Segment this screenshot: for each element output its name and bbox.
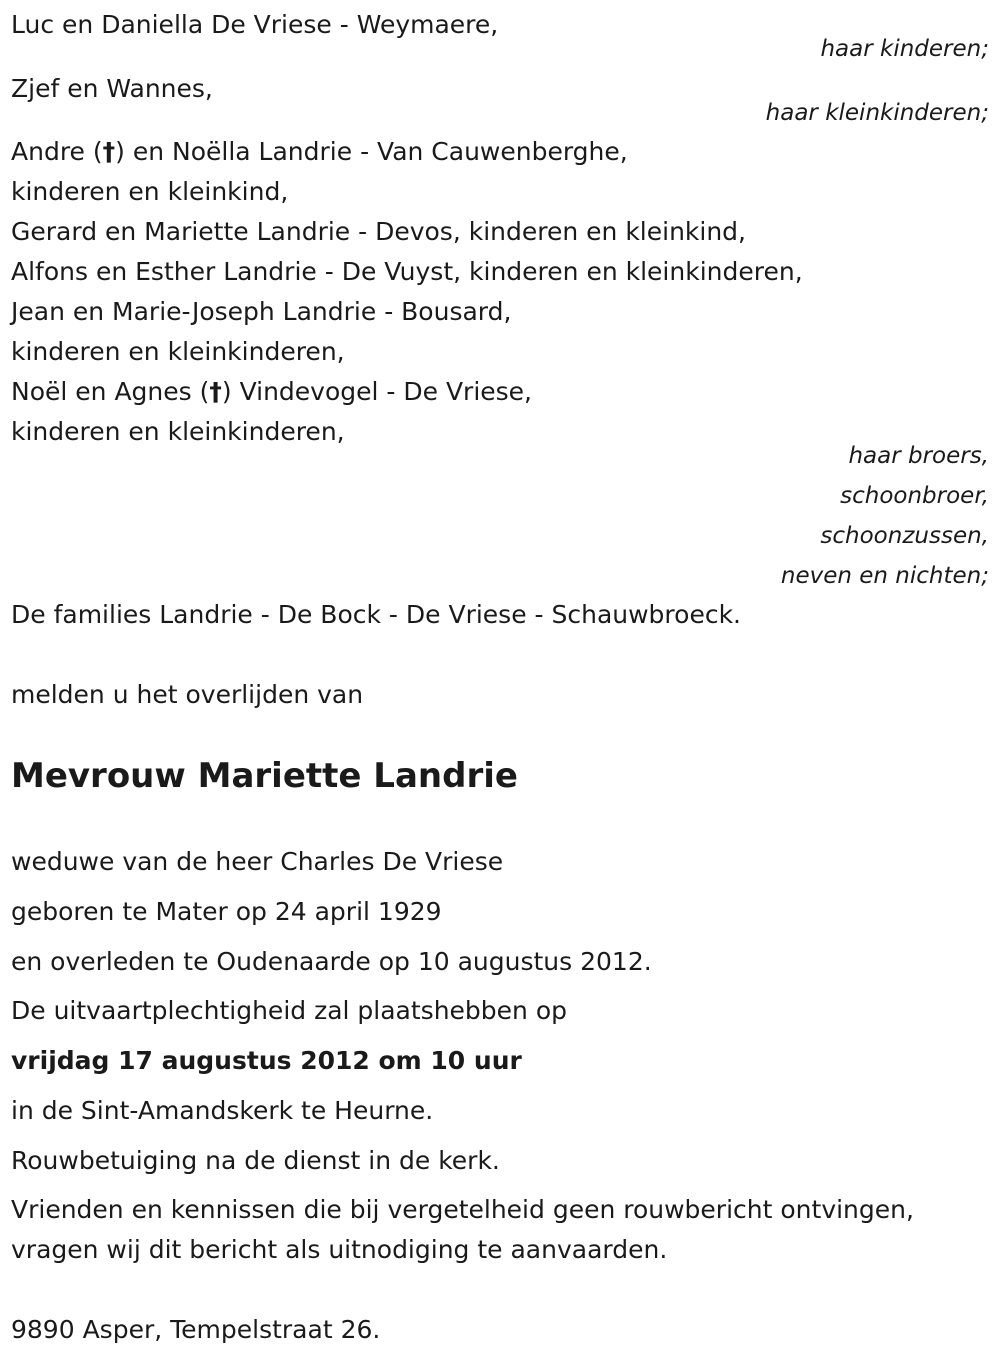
deceased-name: Mevrouw Mariette Landrie bbox=[11, 756, 518, 796]
role-sisters-in-law: schoonzussen, bbox=[820, 523, 989, 549]
church-line: in de Sint-Amandskerk te Heurne. bbox=[11, 1096, 434, 1125]
cross-icon: † bbox=[102, 137, 116, 166]
family-line-andre: Andre (†) en Noëlla Landrie - Van Cauwenberghe, bbox=[11, 137, 628, 166]
died-line: en overleden te Oudenaarde op 10 augustus 2012. bbox=[11, 947, 652, 976]
announcement: melden u het overlijden van bbox=[11, 680, 364, 709]
family-line-grandchildren: Zjef en Wannes, bbox=[11, 74, 213, 103]
role-grandchildren: haar kleinkinderen; bbox=[765, 100, 989, 126]
family-line-families: De families Landrie - De Bock - De Vriese - Schauwbroeck. bbox=[11, 600, 742, 629]
born-line: geboren te Mater op 24 april 1929 bbox=[11, 897, 442, 926]
friends-line-2: vragen wij dit bericht als uitnodiging te aanvaarden. bbox=[11, 1235, 668, 1264]
family-line-jean: Jean en Marie-Joseph Landrie - Bousard, bbox=[11, 297, 512, 326]
family-line-gerard: Gerard en Mariette Landrie - Devos, kinderen en kleinkind, bbox=[11, 217, 746, 246]
role-brothers: haar broers, bbox=[848, 443, 989, 469]
condolence-line: Rouwbetuiging na de dienst in de kerk. bbox=[11, 1146, 500, 1175]
widow-line: weduwe van de heer Charles De Vriese bbox=[11, 847, 504, 876]
family-line-alfons: Alfons en Esther Landrie - De Vuyst, kinderen en kleinkinderen, bbox=[11, 257, 803, 286]
funeral-date: vrijdag 17 augustus 2012 om 10 uur bbox=[11, 1046, 522, 1075]
role-brother-in-law: schoonbroer, bbox=[840, 483, 989, 509]
family-line-noel: Noël en Agnes (†) Vindevogel - De Vriese, bbox=[11, 377, 533, 406]
cross-icon: † bbox=[209, 377, 222, 406]
role-children: haar kinderen; bbox=[820, 36, 989, 62]
role-nephews-nieces: neven en nichten; bbox=[780, 563, 989, 589]
funeral-intro: De uitvaartplechtigheid zal plaatshebben op bbox=[11, 996, 567, 1025]
family-line-jean-kids: kinderen en kleinkinderen, bbox=[11, 337, 345, 366]
friends-line-1: Vrienden en kennissen die bij vergetelheid geen rouwbericht ontvingen, bbox=[11, 1195, 914, 1224]
family-line-children: Luc en Daniella De Vriese - Weymaere, bbox=[11, 10, 499, 39]
family-line-noel-kids: kinderen en kleinkinderen, bbox=[11, 417, 345, 446]
family-line-andre-kids: kinderen en kleinkind, bbox=[11, 177, 289, 206]
address: 9890 Asper, Tempelstraat 26. bbox=[11, 1315, 381, 1344]
